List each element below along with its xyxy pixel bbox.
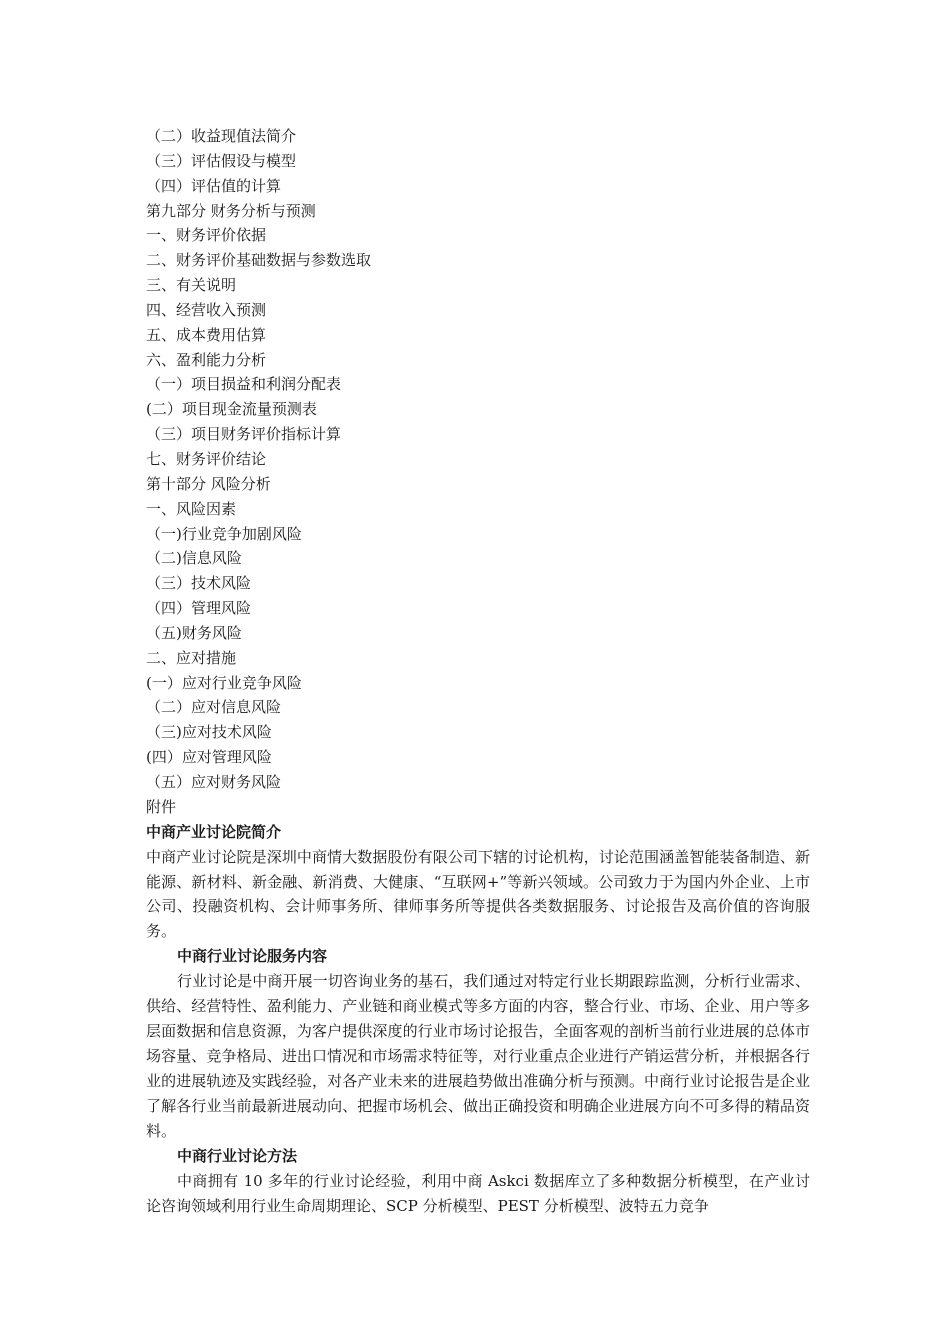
intro-section (146, 820, 810, 945)
intro-paragraph: 中商产业讨论院是深圳中商情大数据股份有限公司下辖的讨论机构，讨论范围涵盖智能装备制造、新能源、新材料、新金融、新消费、大健康、“互联网+”等新兴领域。公司致力于为国内外企业、上市公司、投融资机构、会计师事务所、律师事务所等提供各类数据服务、讨论报告及高价值的咨询服务。 (146, 847, 810, 941)
toc-item: 附件 (146, 797, 177, 816)
intro-heading: 中商产业讨论院简介 (146, 822, 282, 841)
toc-item: (四）应对管理风险 (146, 748, 272, 767)
toc-item: 二、财务评价基础数据与参数选取 (146, 251, 372, 270)
toc-item: 一、财务评价依据 (146, 226, 267, 245)
toc-item: （三）评估假设与模型 (146, 151, 297, 170)
toc-item: （二）收益现值法简介 (146, 127, 297, 145)
toc-item: (一）应对行业竞争风险 (146, 673, 302, 692)
toc-item: 第十部分 风险分析 (146, 474, 271, 493)
method-paragraph: 中商拥有 10 多年的行业讨论经验，利用中商 Askci 数据库立了多种数据分析模型，在产业讨论咨询领域利用行业生命周期理论、SCP 分析模型、PEST 分析模型、波特五力竞争 (146, 1171, 810, 1215)
toc-item: 四、经营收入预测 (146, 300, 267, 319)
toc-item: （二)信息风险 (146, 549, 242, 568)
toc-item: （五）应对财务风险 (146, 772, 282, 791)
method-section (146, 1144, 810, 1219)
method-heading: 中商行业讨论方法 (177, 1146, 298, 1165)
toc-item: （一)行业竞争加剧风险 (146, 524, 302, 543)
toc-item: 二、应对措施 (146, 648, 237, 667)
toc-item: 三、有关说明 (146, 276, 237, 295)
toc-item: (二）项目现金流量预测表 (146, 400, 317, 419)
toc-item: 五、成本费用估算 (146, 325, 267, 344)
toc-item: （二）应对信息风险 (146, 698, 282, 717)
toc-item: （三)应对技术风险 (146, 723, 272, 742)
service-heading: 中商行业讨论服务内容 (177, 947, 328, 966)
toc-item: 第九部分 财务分析与预测 (146, 201, 316, 220)
toc-item: 一、风险因素 (146, 499, 237, 518)
toc-item: 七、财务评价结论 (146, 449, 267, 468)
service-paragraph: 行业讨论是中商开展一切咨询业务的基石，我们通过对特定行业长期跟踪监测，分析行业需求、供给、经营特性、盈利能力、产业链和商业模式等多方面的内容，整合行业、市场、企业、用户等多层面数据和信息资源，为客户提供深度的行业市场讨论报告，全面客观的剖析当前行业进展的总体市场容量、竞争格局、进出口情况和市场需求特征等，对行业重点企业进行产销运营分析，并根据各行业的进展轨迹及实践经验，对各产业未来的进展趋势做出准确分析与预测。中商行业讨论报告是企业了解各行业当前最新进展动向、把握市场机会、做出正确投资和明确企业进展方向不可多得的精品资料。 (146, 972, 810, 1140)
toc-item: （三）技术风险 (146, 574, 252, 593)
toc-item: （一）项目损益和利润分配表 (146, 375, 342, 394)
toc-item: 六、盈利能力分析 (146, 350, 267, 369)
toc-list (146, 124, 810, 820)
service-section (146, 944, 810, 1143)
toc-item: （四）评估值的计算 (146, 176, 282, 195)
toc-item: （五)财务风险 (146, 623, 242, 642)
document-page (146, 124, 810, 1218)
toc-item: （三）项目财务评价指标计算 (146, 425, 342, 444)
toc-item: （四）管理风险 (146, 599, 252, 618)
